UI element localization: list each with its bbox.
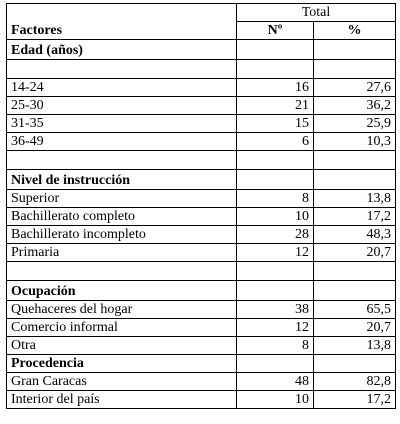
row-label: 25-30 xyxy=(7,97,237,115)
row-label: Otra xyxy=(7,337,237,355)
table-row xyxy=(7,79,396,97)
table-row xyxy=(7,133,396,151)
row-pct: 13,8 xyxy=(314,337,396,355)
row-pct: 20,7 xyxy=(314,319,396,337)
row-n: 8 xyxy=(237,190,314,208)
header-factores: Factores xyxy=(7,4,237,40)
row-n: 28 xyxy=(237,226,314,244)
row-n: 6 xyxy=(237,133,314,151)
header-pct: % xyxy=(314,22,396,40)
table-row xyxy=(7,337,396,355)
row-n: 12 xyxy=(237,319,314,337)
row-n: 12 xyxy=(237,244,314,262)
section-row-edad xyxy=(7,40,396,60)
row-n: 10 xyxy=(237,391,314,409)
row-n: 16 xyxy=(237,79,314,97)
section-row-procedencia xyxy=(7,355,396,373)
row-pct: 17,2 xyxy=(314,208,396,226)
row-n: 48 xyxy=(237,373,314,391)
row-pct: 27,6 xyxy=(314,79,396,97)
row-label: Quehaceres del hogar xyxy=(7,301,237,319)
header-n: Nº xyxy=(237,22,314,40)
table-row xyxy=(7,226,396,244)
section-row-instruccion xyxy=(7,170,396,190)
row-label: 14-24 xyxy=(7,79,237,97)
row-label: Gran Caracas xyxy=(7,373,237,391)
header-total: Total xyxy=(237,4,396,22)
row-pct: 65,5 xyxy=(314,301,396,319)
table-row xyxy=(7,373,396,391)
row-label: Bachillerato completo xyxy=(7,208,237,226)
row-label: Comercio informal xyxy=(7,319,237,337)
row-pct: 48,3 xyxy=(314,226,396,244)
table-row xyxy=(7,208,396,226)
row-label: 36-49 xyxy=(7,133,237,151)
row-label: Bachillerato incompleto xyxy=(7,226,237,244)
row-n: 8 xyxy=(237,337,314,355)
table-row xyxy=(7,319,396,337)
section-title: Edad (años) xyxy=(7,40,237,60)
row-label: Interior del país xyxy=(7,391,237,409)
row-pct: 20,7 xyxy=(314,244,396,262)
row-pct: 36,2 xyxy=(314,97,396,115)
table-row xyxy=(7,190,396,208)
row-pct: 13,8 xyxy=(314,190,396,208)
row-pct: 82,8 xyxy=(314,373,396,391)
table-row xyxy=(7,301,396,319)
table-row xyxy=(7,115,396,133)
row-n: 10 xyxy=(237,208,314,226)
section-title: Nivel de instrucción xyxy=(7,170,237,190)
table-row xyxy=(7,244,396,262)
row-label: Primaria xyxy=(7,244,237,262)
row-n: 15 xyxy=(237,115,314,133)
row-pct: 10,3 xyxy=(314,133,396,151)
section-title: Ocupación xyxy=(7,281,237,301)
row-pct: 17,2 xyxy=(314,391,396,409)
header-row-top xyxy=(7,4,396,22)
data-table xyxy=(6,3,396,409)
table-row xyxy=(7,391,396,409)
section-title: Procedencia xyxy=(7,355,237,373)
row-pct: 25,9 xyxy=(314,115,396,133)
section-row-ocupacion xyxy=(7,281,396,301)
row-label: Superior xyxy=(7,190,237,208)
table-row xyxy=(7,97,396,115)
row-label: 31-35 xyxy=(7,115,237,133)
row-n: 21 xyxy=(237,97,314,115)
row-n: 38 xyxy=(237,301,314,319)
